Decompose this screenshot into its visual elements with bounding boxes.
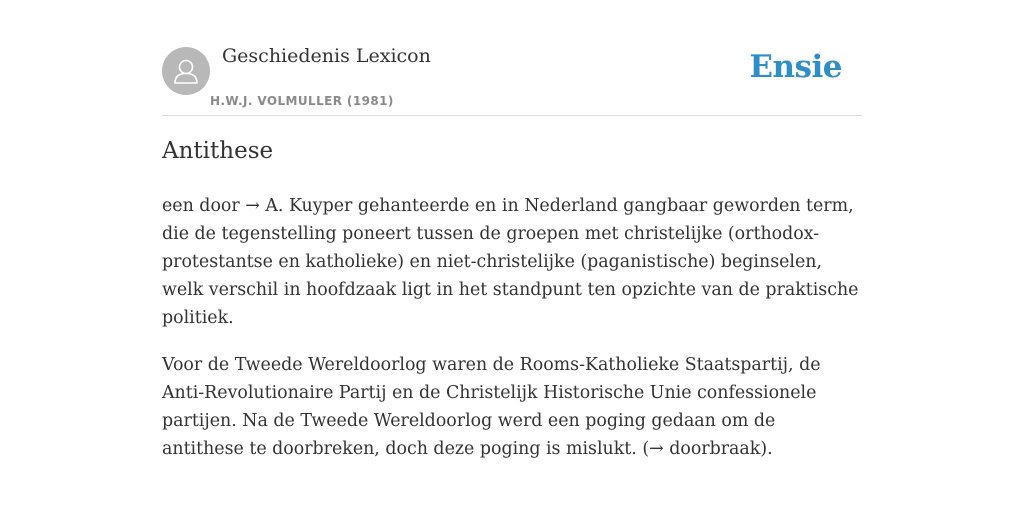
entry-paragraph-2 [162,351,862,463]
entry-paragraph-1 [162,192,862,332]
paragraph-1-text-start: een door [162,196,246,216]
paragraph-2-text-start: Voor de Tweede Wereldoorlog waren de Rooms-Katholieke Staatspartij, de Anti-Revolutionaire Partij en de Christelijk Historische Unie confessionele partijen. Na de Tweede Wereldoorlog werd een poging gedaan om de antithese te doorbreken, doch deze poging is mislukt. ( [162,355,821,459]
author-avatar[interactable] [162,47,210,95]
book-author[interactable]: H.W.J. VOLMULLER (1981) [210,94,394,108]
paragraph-1-text-end: gehanteerde en in Nederland gangbaar geworden term, die de tegenstelling poneert tussen de groepen met christelijke (orthodox-protestantse en katholieke) en niet-christelijke (paganistische) beginselen, welk verschil in hoofdzaak ligt in het standpunt ten opzichte van de praktische politiek. [162,196,859,328]
user-icon [162,47,210,95]
doorbraak-link[interactable]: → doorbraak [649,439,761,459]
content-container [162,0,862,459]
kuyper-link[interactable]: → A. Kuyper [245,196,353,216]
book-title[interactable]: Geschiedenis Lexicon [222,45,431,67]
entry-title: Antithese [162,138,274,164]
ensie-logo[interactable]: Ensie [749,49,842,85]
paragraph-2-text-end: ). [760,439,773,459]
lexicon-header [162,0,862,116]
entry-body [162,192,862,482]
